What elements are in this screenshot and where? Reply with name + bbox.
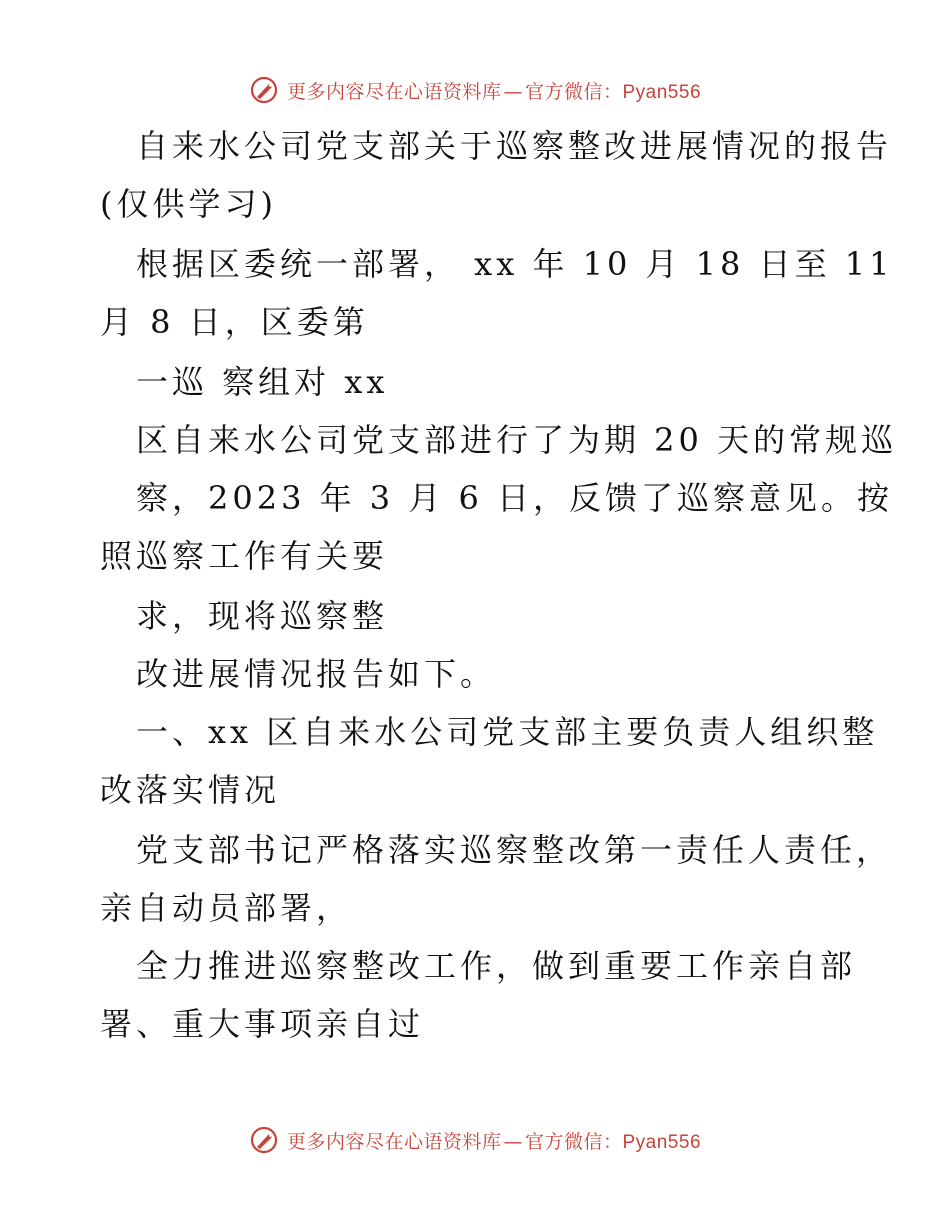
watermark-dash: — [503,80,523,103]
paragraph-line: 根据区委统一部署， xx 年 10 月 18 日至 11 [136,245,894,283]
paragraph-line: 署、重大事项亲自过 [100,1005,425,1043]
section-heading-cont: 改落实情况 [100,771,281,809]
paragraph-line: 月 8 日，区委第 [100,303,369,341]
paragraph-line: 全力推进巡察整改工作，做到重要工作亲自部 [136,947,857,985]
paragraph-line: 求，现将巡察整 [136,597,389,635]
watermark-header [0,68,950,112]
document-title: 自来水公司党支部关于巡察整改进展情况的报告 [136,127,893,165]
paragraph-line: 察，2023 年 3 月 6 日，反馈了巡察意见。按 [136,479,894,517]
watermark-site-text: 更多内容尽在心语资料库 [286,80,502,103]
watermark-footer [0,1118,950,1162]
paragraph-line: 亲自动员部署， [100,889,353,927]
watermark-label: 官方微信： [524,1130,623,1153]
watermark-account: Pyan556 [622,1131,702,1153]
watermark-label: 官方微信： [524,80,623,103]
paragraph-line: 党支部书记严格落实巡察整改第一责任人责任， [136,831,893,869]
paragraph-line: 一巡 察组对 xx [136,363,389,401]
watermark-account: Pyan556 [622,81,702,103]
watermark-dash: — [503,1130,523,1153]
pen-nib-circle-icon [249,75,279,105]
section-heading: 一、xx 区自来水公司党支部主要负责人组织整 [136,713,879,751]
pen-nib-circle-icon [249,1125,279,1155]
document-subtitle: (仅供学习) [100,185,277,223]
watermark-site-text: 更多内容尽在心语资料库 [286,1130,502,1153]
paragraph-line: 区自来水公司党支部进行了为期 20 天的常规巡 [136,421,898,459]
paragraph-line: 照巡察工作有关要 [100,537,389,575]
paragraph-line: 改进展情况报告如下。 [136,655,497,693]
